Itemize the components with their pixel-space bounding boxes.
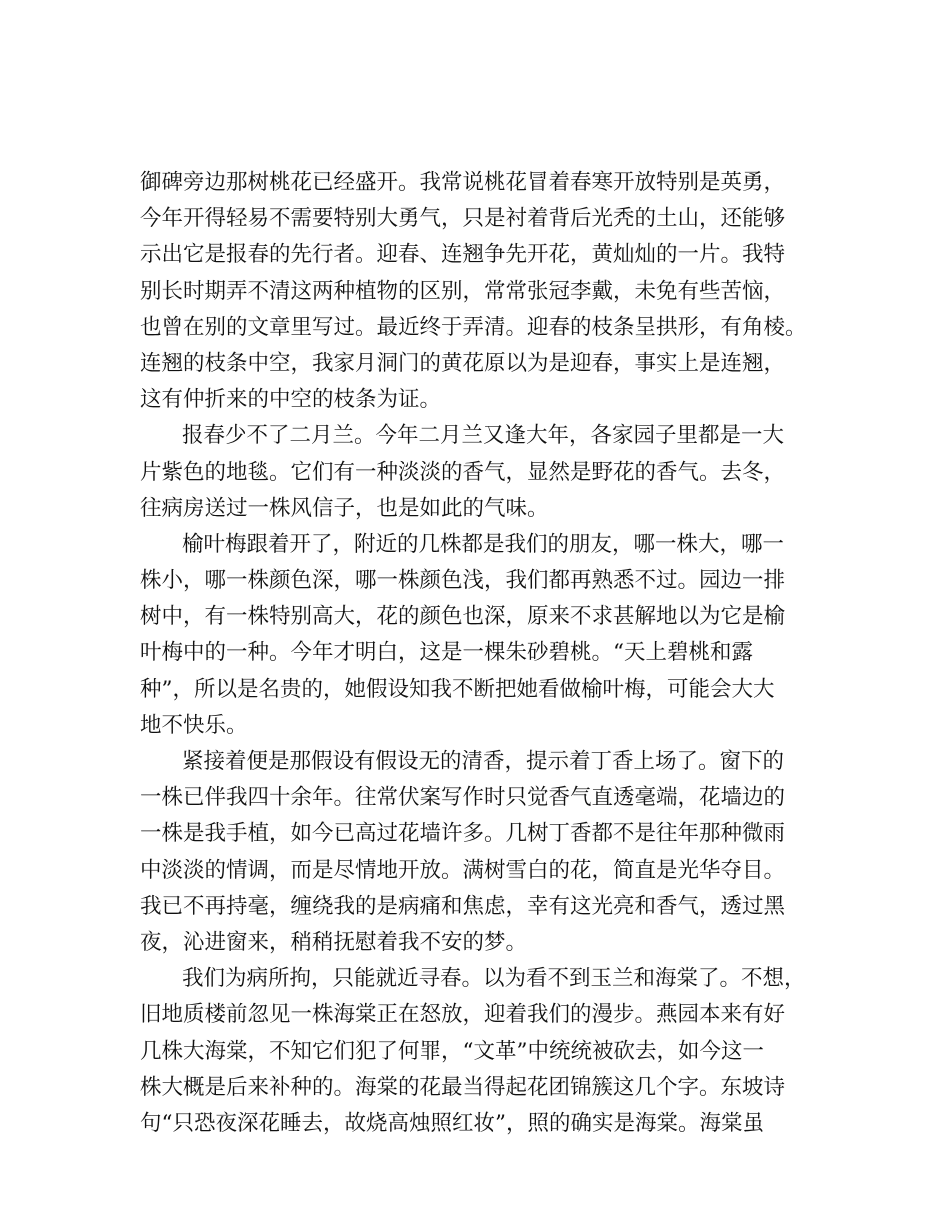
text-line: 连翘的枝条中空，我家月洞门的黄花原以为是迎春，事实上是连翘，: [140, 350, 786, 376]
text-line: 株小，哪一株颜色深，哪一株颜色浅，我们都再熟悉不过。园边一排: [140, 568, 786, 594]
text-line: 紧接着便是那假设有假设无的清香，提示着丁香上场了。窗下的: [182, 749, 785, 774]
text-line: 这有仲折来的中空的枝条为证。: [140, 387, 442, 413]
text-line: 叶梅中的一种。今年才明白，这是一棵朱砂碧桃。“天上碧桃和露: [140, 640, 753, 666]
text-line: 几株大海棠，不知它们犯了何罪，“文革”中统统被砍去，如今这一: [140, 1038, 764, 1064]
text-line: 别长时期弄不清这两种植物的区别，常常张冠李戴，未免有些苦恼，: [140, 278, 786, 304]
text-line: 夜，沁进窗来，稍稍抚慰着我不安的梦。: [140, 929, 528, 955]
document-page: [140, 165, 840, 1142]
paragraph-3: [140, 527, 840, 744]
text-line: 御碑旁边那树桃花已经盛开。我常说桃花冒着春寒开放特别是英勇，: [140, 170, 786, 195]
text-line: 种”，所以是名贵的，她假设知我不断把她看做榆叶梅，可能会大大: [140, 676, 775, 702]
text-line: 我已不再持毫，缠绕我的是病痛和焦虑，幸有这光亮和香气，透过黑: [140, 893, 786, 919]
text-line: 株大概是后来补种的。海棠的花最当得起花团锦簇这几个字。东坡诗: [140, 1074, 786, 1100]
paragraph-1: [140, 165, 840, 418]
text-line: 片紫色的地毯。它们有一种淡淡的香气，显然是野花的香气。去冬，: [140, 459, 786, 485]
text-line: 旧地质楼前忽见一株海棠正在怒放，迎着我们的漫步。燕园本来有好: [140, 1002, 786, 1028]
text-line: 一株已伴我四十余年。往常伏案写作时只觉香气直透毫端，花墙边的: [140, 785, 786, 811]
text-line: 报春少不了二月兰。今年二月兰又逢大年，各家园子里都是一大: [182, 423, 785, 449]
text-line: 树中，有一株特别高大，花的颜色也深，原来不求甚解地以为它是榆: [140, 604, 786, 630]
text-line: 我们为病所拘，只能就近寻春。以为看不到玉兰和海棠了。不想，: [182, 966, 806, 992]
text-line: 地不快乐。: [140, 712, 248, 738]
text-line: 也曾在别的文章里写过。最近终于弄清。迎春的枝条呈拱形，有角棱。: [140, 314, 807, 340]
text-line: 句“只恐夜深花睡去，故烧高烛照红妆”，照的确实是海棠。海棠虽: [140, 1110, 764, 1136]
text-line: 中淡淡的情调，而是尽情地开放。满树雪白的花，简直是光华夺目。: [140, 857, 786, 883]
text-line: 今年开得轻易不需要特别大勇气，只是衬着背后光秃的土山，还能够: [140, 206, 786, 232]
paragraph-4: [140, 744, 840, 961]
text-line: 一株是我手植，如今已高过花墙许多。几树丁香都不是往年那种微雨: [140, 821, 786, 847]
text-line: 示出它是报春的先行者。迎春、连翘争先开花，黄灿灿的一片。我特: [140, 242, 786, 268]
text-line: 榆叶梅跟着开了，附近的几株都是我们的朋友，哪一株大，哪一: [182, 531, 785, 557]
paragraph-2: [140, 418, 840, 527]
paragraph-5: [140, 961, 840, 1142]
text-line: 往病房送过一株风信子，也是如此的气味。: [140, 495, 549, 521]
